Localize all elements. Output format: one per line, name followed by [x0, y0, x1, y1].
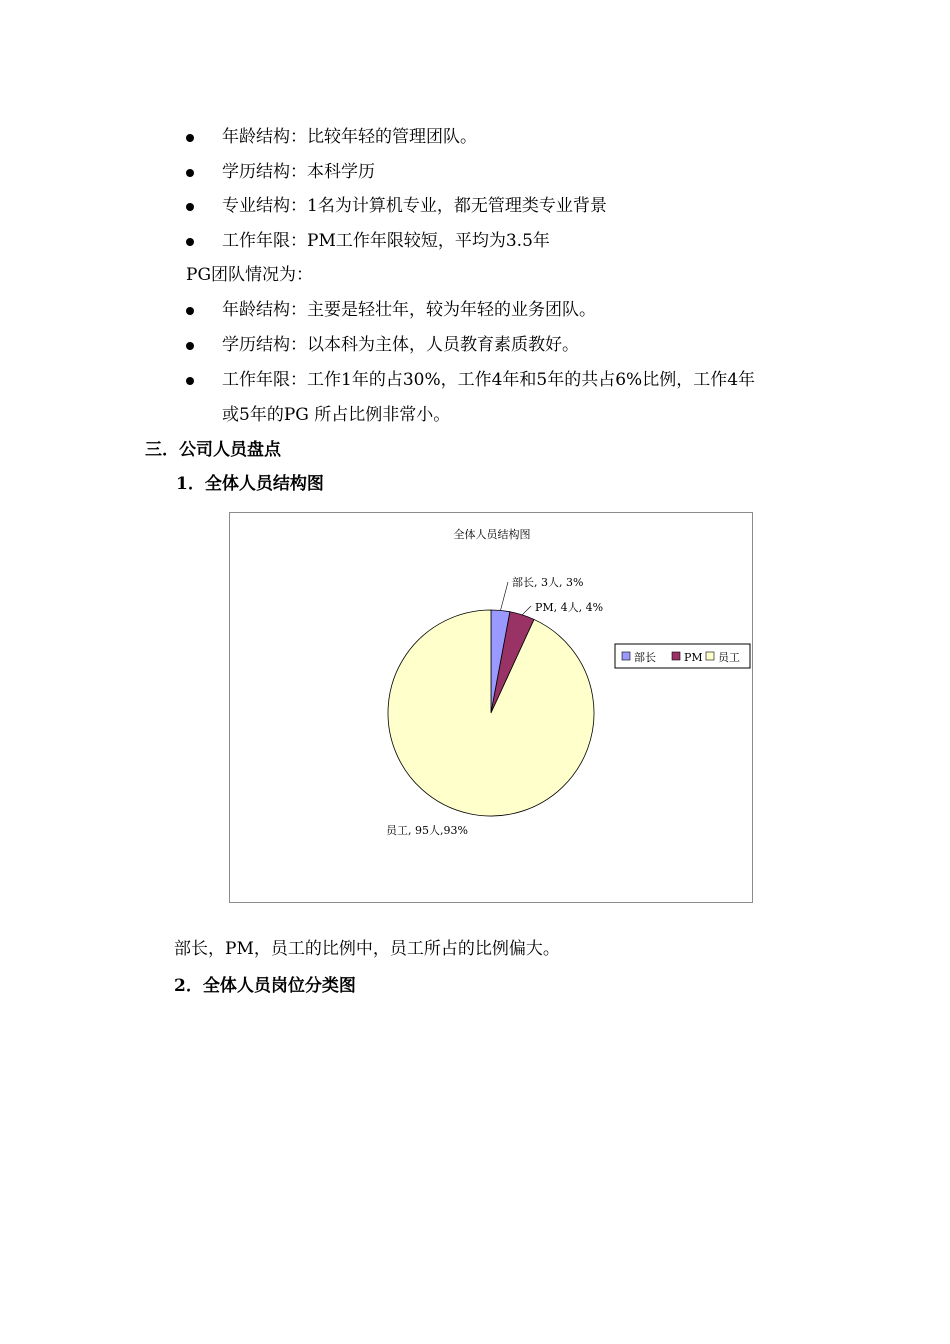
label-line-pm [522, 606, 531, 615]
pie-slices [388, 610, 594, 816]
chart-legend [615, 644, 750, 668]
legend-label-yuangong: 员工 [718, 651, 740, 664]
subsection-2-heading: 2．全体人员岗位分类图 [174, 976, 356, 996]
bullet-dot [186, 342, 194, 350]
legend-swatch-yuangong [706, 652, 714, 660]
data-label-buzhang: 部长, 3人, 3% [512, 576, 584, 589]
data-label-pm: PM, 4人, 4% [535, 601, 604, 614]
pg-item-age: 年龄结构：主要是轻壮年，较为年轻的业务团队。 [222, 300, 596, 320]
chart-caption: 部长，PM，员工的比例中，员工所占的比例偏大。 [174, 939, 560, 959]
bullet-dot [186, 169, 194, 177]
pg-item-education: 学历结构：以本科为主体，人员教育素质教好。 [222, 335, 579, 355]
bullet-dot [186, 307, 194, 315]
mgmt-item-major: 专业结构：1名为计算机专业，都无管理类专业背景 [222, 196, 607, 216]
pie-chart [229, 512, 753, 903]
legend-swatch-pm [672, 652, 680, 660]
legend-label-buzhang: 部长 [634, 651, 656, 664]
legend-swatch-buzhang [622, 652, 630, 660]
subsection-1-heading: 1．全体人员结构图 [176, 474, 324, 494]
pg-item-years: 工作年限：工作1年的占30%，工作4年和5年的共占6%比例，工作4年 [222, 370, 756, 390]
bullet-dot [186, 238, 194, 246]
legend-label-pm: PM [684, 651, 703, 664]
bullet-dot [186, 377, 194, 385]
pg-item-years-cont: 或5年的PG 所占比例非常小。 [222, 405, 451, 425]
bullet-dot [186, 203, 194, 211]
mgmt-item-education: 学历结构：本科学历 [222, 162, 375, 182]
section-3-heading: 三．公司人员盘点 [145, 440, 281, 460]
data-label-yuangong: 员工, 95人,93% [386, 824, 468, 837]
pg-intro: PG团队情况为： [186, 265, 314, 285]
mgmt-item-years: 工作年限：PM工作年限较短，平均为3.5年 [222, 231, 550, 251]
mgmt-item-age: 年龄结构：比较年轻的管理团队。 [222, 127, 477, 147]
bullet-dot [186, 134, 194, 142]
chart-title: 全体人员结构图 [453, 528, 531, 541]
pie-slice-yuangong [388, 610, 594, 816]
pie-chart-svg [230, 513, 752, 902]
label-line-buzhang [501, 582, 508, 610]
